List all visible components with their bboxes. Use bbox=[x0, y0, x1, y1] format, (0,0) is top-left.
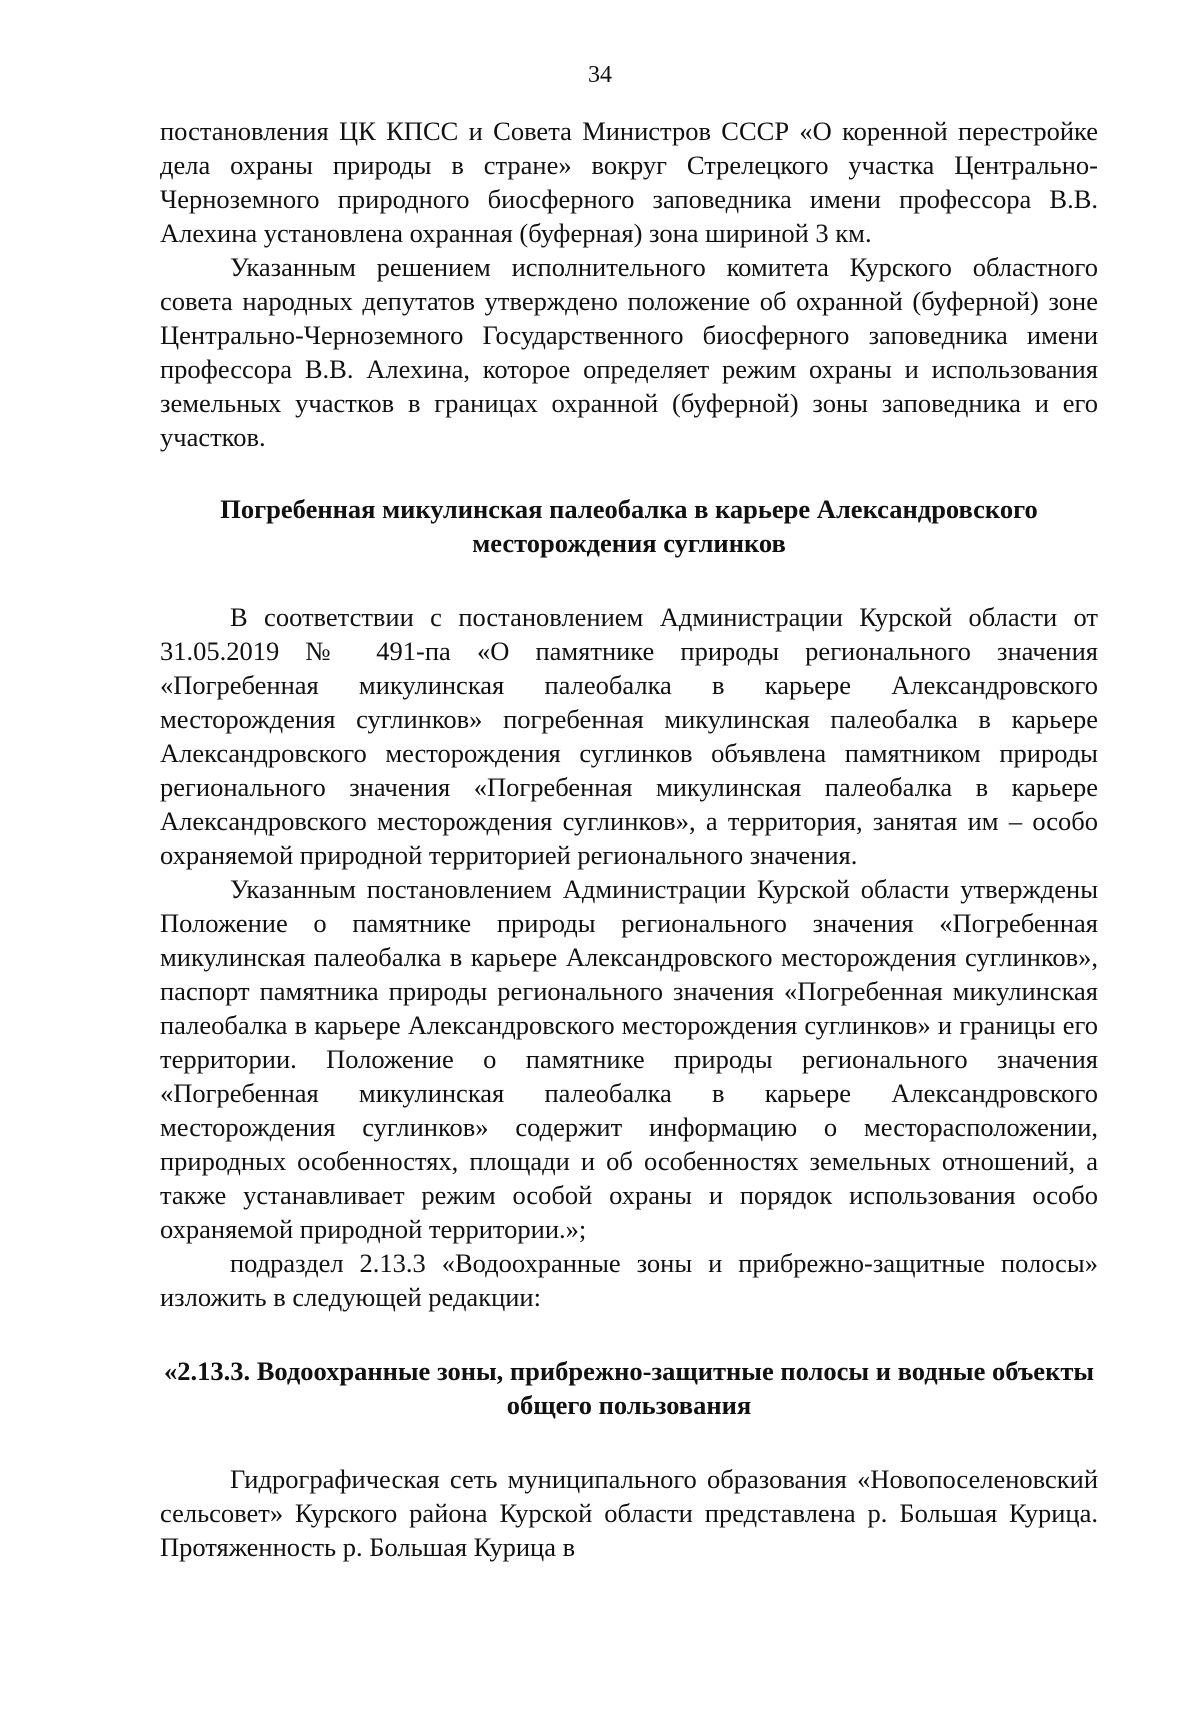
paragraph-subsection-amendment: подраздел 2.13.3 «Водоохранные зоны и прибрежно-защитные полосы» изложить в следующей редакции: bbox=[160, 1248, 1098, 1312]
paragraph-paleobalka-decree: В соответствии с постановлением Администрации Курской области от 31.05.2019 № 491-па «О памятнике природы регионального значения «Погребенная микулинская палеобалка в карьере Александровского месторождения суглинков» погребенная микулинская палеобалка в карьере Александровского месторождения суглинков объявлена памятником природы регионального значения «Погребенная микулинская палеобалка в карьере Александровского месторождения суглинков», а территория, занятая им – особо охраняемой природной территорией регионального значения. bbox=[160, 602, 1098, 870]
paragraph-buffer-zone-decree: постановления ЦК КПСС и Совета Министров СССР «О коренной перестройке дела охраны природы в стране» вокруг Стрелецкого участка Центрально-Черноземного природного биосферного заповедника имени профессора В.В. Алехина установлена охранная (буферная) зона шириной 3 км. bbox=[160, 116, 1098, 248]
section-heading-paleobalka: Погребенная микулинская палеобалка в карьере Александровского месторождения суглинков bbox=[220, 494, 1038, 558]
document-body bbox=[160, 114, 1098, 1564]
paragraph-paleobalka-regulation: Указанным постановлением Администрации Курской области утверждены Положение о памятнике природы регионального значения «Погребенная микулинская палеобалка в карьере Александровского месторождения суглинков», паспорт памятника природы регионального значения «Погребенная микулинская палеобалка в карьере Александровского месторождения суглинков» и границы его территории. Положение о памятнике природы регионального значения «Погребенная микулинская палеобалка в карьере Александровского месторождения суглинков» содержит информацию о месторасположении, природных особенностях, площади и об особенностях земельных отношений, а также устанавливает режим особой охраны и порядок использования особо охраняемой природной территории.»; bbox=[160, 874, 1098, 1244]
page-number: 34 bbox=[588, 62, 612, 88]
section-heading-water-protection: «2.13.3. Водоохранные зоны, прибрежно-защитные полосы и водные объекты общего пользования bbox=[163, 1356, 1095, 1420]
paragraph-buffer-zone-regulation: Указанным решением исполнительного комитета Курского областного совета народных депутатов утверждено положение об охранной (буферной) зоне Центрально-Черноземного Государственного биосферного заповедника имени профессора В.В. Алехина, которое определяет режим охраны и использования земельных участков в границах охранной (буферной) зоны заповедника и его участков. bbox=[160, 252, 1098, 452]
paragraph-hydrographic-network: Гидрографическая сеть муниципального образования «Новопоселеновский сельсовет» Курского района Курской области представлена р. Большая Курица. Протяженность р. Большая Курица в bbox=[160, 1464, 1098, 1562]
